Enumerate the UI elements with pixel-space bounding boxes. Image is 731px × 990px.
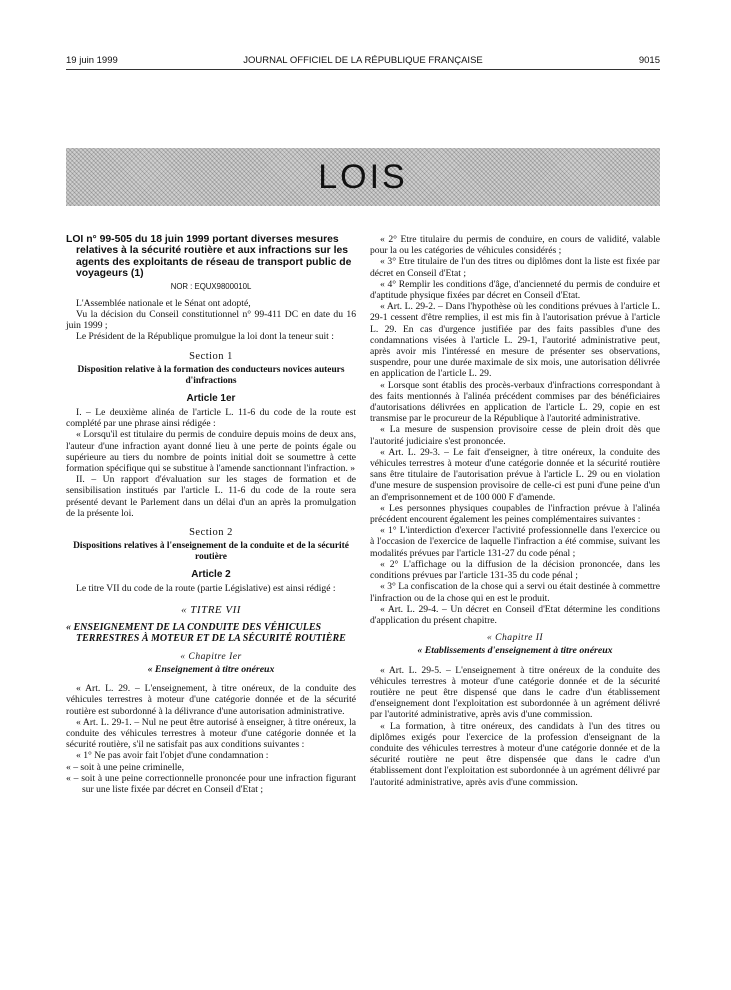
left-column — [66, 234, 356, 795]
right-column — [370, 234, 660, 788]
article-paragraph: « 4° Remplir les conditions d'âge, d'ancienneté du permis de conduire et d'aptitude physique fixées par décret en Conseil d'Etat. — [370, 278, 660, 302]
intro-paragraph: Le Président de la République promulgue la loi dont la teneur suit : — [76, 331, 334, 343]
section-banner — [66, 148, 660, 206]
article-paragraph: « 3° Etre titulaire de l'un des titres ou diplômes dont la liste est fixée par décret en Conseil d'Etat ; — [370, 256, 660, 279]
article-paragraph: « 2° L'affichage ou la diffusion de la décision prononcée, dans les conditions prévues par l'article 131-35 du code pénal ; — [370, 558, 660, 582]
article-paragraph: « Lorsqu'il est titulaire du permis de conduire depuis moins de deux ans, l'auteur d'une infraction ayant donné lieu à une perte de points égale ou supérieure au tiers du nombre de points initial doit se soumettre à cette formation spécifique qui se substitue à l'amende sanctionnant l'infraction. » — [66, 429, 356, 475]
article-heading: Article 1er — [186, 392, 236, 404]
titre-heading: « TITRE VII — [181, 603, 241, 616]
chapter-subtitle: « Etablissements d'enseignement à titre onéreux — [417, 645, 613, 657]
law-title: LOI n° 99-505 du 18 juin 1999 portant diverses mesures relatives à la sécurité routière et aux infractions sur les agents des exploitants de réseau de transport public de voyageurs (1) — [66, 234, 352, 280]
journal-name: JOURNAL OFFICIEL DE LA RÉPUBLIQUE FRANÇAISE — [243, 55, 483, 66]
article-paragraph: « Lorsque sont établis des procès-verbaux d'infractions correspondant à des faits mentionnés à l'alinéa précédent commises par des bénéficiaires d'autorisations délivrées en application de l'article L. 29, copie en est transmise par le procureur de la République à l'autorité administrative. — [370, 379, 660, 425]
section-subtitle: Disposition relative à la formation des conducteurs novices auteurs d'infractions — [77, 364, 345, 386]
article-paragraph: « Art. L. 29-4. – Un décret en Conseil d'Etat détermine les conditions d'application du présent chapitre. — [370, 603, 660, 626]
article-paragraph: « 3° La confiscation de la chose qui a servi ou était destinée à commettre l'infraction ou de la chose qui en est le produit. — [370, 581, 660, 604]
page-number: 9015 — [638, 55, 660, 66]
article-paragraph: « Art. L. 29-5. – L'enseignement à titre onéreux de la conduite des véhicules terrestres à moteur d'une catégorie donnée et de la sécurité routière ne peut être dispensé que dans le cadre d'un établissement d'enseignement dont l'exploitation est subordonnée à un agrément délivré par l'autorité administrative, après avis d'une commission. — [370, 664, 660, 721]
list-item: « – soit à une peine correctionnelle prononcée pour une infraction figurant sur une liste fixée par décret en Conseil d'Etat ; — [66, 772, 356, 795]
chapter-heading: « Chapitre II — [486, 632, 544, 644]
intro-paragraph: Vu la décision du Conseil constitutionnel n° 99-411 DC en date du 16 juin 1999 ; — [66, 309, 356, 332]
article-paragraph: « 1° L'interdiction d'exercer l'activité professionnelle dans l'exercice ou à l'occasion de l'exercice de laquelle l'infraction a été commise, suivant les modalités prévues par l'article 131-27 du code pénal ; — [370, 525, 660, 559]
list-item: « – soit à une peine criminelle, — [66, 761, 185, 773]
page-header — [66, 55, 660, 67]
article-paragraph: « 1° Ne pas avoir fait l'objet d'une condamnation : — [76, 750, 269, 762]
nor-reference: NOR : EQUX9800010L — [170, 281, 252, 291]
chapter-subtitle: « Enseignement à titre onéreux — [147, 663, 275, 675]
header-rule — [66, 69, 660, 70]
banner-title: LOIS — [318, 158, 408, 196]
article-paragraph: « Les personnes physiques coupables de l'infraction prévue à l'alinéa précédent encourent également les peines complémentaires suivantes : — [370, 502, 660, 526]
article-paragraph: « La mesure de suspension provisoire cesse de plein droit dès que l'autorité judiciaire s'est prononcée. — [370, 424, 660, 447]
article-paragraph: I. – Le deuxième alinéa de l'article L. 11-6 du code de la route est complété par une phrase ainsi rédigée : — [66, 407, 356, 430]
section-heading: Section 1 — [189, 350, 233, 362]
article-paragraph: « Art. L. 29-1. – Nul ne peut être autorisé à enseigner, à titre onéreux, la conduite des véhicules terrestres à moteur d'une catégorie donnée et la sécurité routière, s'il ne satisfait pas aux conditions suivantes : — [66, 716, 356, 751]
issue-date: 19 juin 1999 — [66, 55, 118, 66]
titre-subtitle: « ENSEIGNEMENT DE LA CONDUITE DES VÉHICULES TERRESTRES À MOTEUR ET DE LA SÉCURITÉ ROUTIÈRE — [66, 621, 346, 645]
section-subtitle: Dispositions relatives à l'enseignement de la conduite et de la sécurité routière — [73, 541, 349, 563]
article-paragraph: « Art. L. 29-3. – Le fait d'enseigner, à titre onéreux, la conduite des véhicules terrestres à moteur d'une catégorie donnée et la sécurité routière sans être titulaire de l'autorisation prévue à l'article L. 29 ou en violation d'une mesure de suspension provisoire de celle-ci est puni d'une peine d'un an d'emprisonnement et de 100 000 F d'amende. — [370, 446, 660, 503]
article-paragraph: « 2° Etre titulaire du permis de conduire, en cours de validité, valable pour la ou les catégories de véhicules considérés ; — [370, 234, 660, 257]
article-paragraph: « La formation, à titre onéreux, des candidats à l'un des titres ou diplômes exigés pour l'exercice de la profession d'enseignant de la conduite des véhicules terrestres à moteur d'une catégorie donnée et de la sécurité routière ne peut être dispensée que dans le cadre d'un établissement dont l'exploitation est subordonnée à un agrément délivré par l'autorité administrative, après avis d'une commission. — [370, 720, 660, 788]
article-paragraph: « Art. L. 29-2. – Dans l'hypothèse où les conditions prévues à l'article L. 29-1 cessent d'être remplies, il est mis fin à l'autorisation prévue à l'article L. 29. En cas d'urgence justifiée par des faits passibles d'une des condamnations visées à l'article L. 29-1, l'autorité administrative peut, après avoir mis l'intéressé en mesure de présenter ses observations, suspendre, pour une durée maximale de six mois, une autorisation délivrée en application de l'article L. 29. — [370, 301, 660, 380]
chapter-heading: « Chapitre Ier — [180, 650, 242, 662]
article-paragraph: Le titre VII du code de la route (partie Législative) est ainsi rédigé : — [76, 583, 336, 595]
intro-paragraph: L'Assemblée nationale et le Sénat ont adopté, — [76, 297, 251, 309]
article-paragraph: II. – Un rapport d'évaluation sur les stages de formation et de sensibilisation institués par l'article L. 11-6 du code de la route sera présenté devant le Parlement dans un délai d'un an après la promulgation de la présente loi. — [66, 474, 356, 519]
article-paragraph: « Art. L. 29. – L'enseignement, à titre onéreux, de la conduite des véhicules terrestres à moteur d'une catégorie donnée et de la sécurité routière est subordonné à la délivrance d'une autorisation administrative. — [66, 683, 356, 717]
section-heading: Section 2 — [189, 527, 233, 539]
article-heading: Article 2 — [191, 569, 231, 581]
